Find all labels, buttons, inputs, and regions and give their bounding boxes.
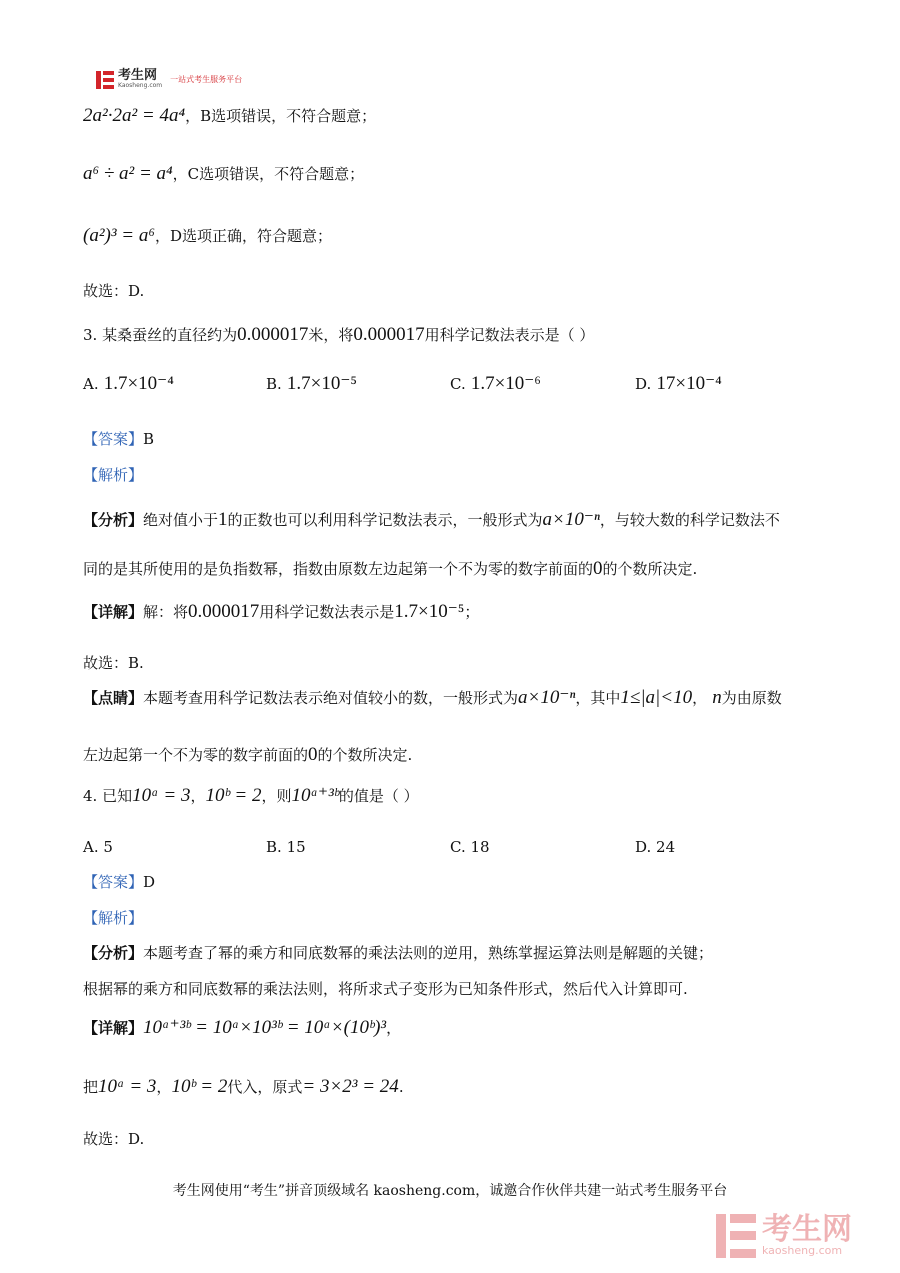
prev-line-b [83,105,376,127]
q4-option-d [635,838,675,856]
fenxi-1b: 的正数也可以利用科学记数法表示，一般形式为 [227,511,543,529]
text-d: ，D选项正确，符合题意； [154,227,333,245]
prev-choice: 故选：D. [83,282,145,300]
answer-value: D [143,873,156,891]
option-value: 1.7×10⁻⁵ [286,373,358,394]
q3-option-d [635,372,722,395]
q3-detail [83,600,479,623]
dianjing-tag: 【点睛】 [83,689,144,707]
q4-fenxi-line1 [83,942,713,963]
q4-answer [83,871,155,892]
detail-c: ； [464,603,480,621]
math-c: a⁶ ÷ a² = a⁴ [83,163,173,184]
detail-math: 1.7×10⁻⁵ [394,601,465,622]
detail-num: 0.000017 [188,601,260,622]
prev-line-d [83,225,332,247]
q3-stem-c: 用科学记数法表示是（ ） [424,326,595,344]
q3-dianjing-line1 [83,686,782,709]
dj-2a: 左边起第一个不为零的数字前面的 [83,746,309,764]
q3-choice: 故选：B. [83,654,144,672]
option-letter: C. [450,375,466,393]
fenxi-1math: a×10⁻ⁿ [542,509,600,530]
q3-fenxi-line2 [83,558,697,580]
prev-line-c [83,163,364,185]
q3-stem [83,324,594,346]
fenxi-2b: 的个数所决定. [602,560,698,578]
q3-fenxi-line1 [83,508,780,531]
fenxi-tag: 【分析】 [83,944,144,962]
detail-a: 解：将 [143,603,189,621]
option-letter: A. [83,375,99,393]
sub-c: . [398,1078,404,1096]
q4-option-c [450,838,490,856]
option-value: 5 [103,838,113,856]
dj-2b: 的个数所决定. [317,746,413,764]
q4-cond1: 10ᵃ = 3 [132,785,191,806]
option-value: 1.7×10⁻⁶ [470,373,541,394]
fenxi-tag: 【分析】 [83,511,144,529]
detail-math: 10ᵃ⁺³ᵇ = 10ᵃ×10³ᵇ = 10ᵃ×(10ᵇ)³ [143,1017,387,1038]
answer-value: B [143,430,155,448]
footer-watermark [716,1211,852,1258]
q3-answer [83,428,154,449]
q3-num1: 0.000017 [237,324,309,345]
dj-2num: 0 [308,744,318,765]
q4-analysis-tag: 【解析】 [83,909,144,927]
dj-1a: 本题考查用科学记数法表示绝对值较小的数，一般形式为 [143,689,519,707]
kaosheng-logo-icon [96,71,114,89]
header-logo [96,70,242,89]
q4-expr: 10ᵃ⁺³ᵇ [291,785,339,806]
q4-substitution [83,1076,404,1098]
dj-1range: 1≤|a|<10 [620,687,693,708]
math-d: (a²)³ = a⁶ [83,225,155,246]
text-b: ，B选项错误，不符合题意； [185,107,377,125]
text-c: ，C选项错误，不符合题意； [172,165,365,183]
detail-tag: 【详解】 [83,1019,144,1037]
sub-a: 把 [83,1078,99,1096]
fenxi-2num: 0 [593,558,603,579]
sub-m3: = 3×2³ = 24 [302,1076,399,1097]
answer-tag: 【答案】 [83,873,144,891]
detail-end: ， [386,1019,402,1037]
option-value: 17×10⁻⁴ [656,373,722,394]
q3-option-b [266,372,357,395]
watermark-domain: kaosheng.com [762,1243,843,1257]
q4-choice: 故选：D. [83,1130,145,1148]
dj-1n: n [712,687,722,708]
sub-b: 代入，原式 [227,1078,303,1096]
q4-cond2: 10ᵇ = 2 [205,785,262,806]
sub-sep: ， [156,1078,172,1096]
kaosheng-watermark-icon [716,1214,756,1258]
math-b: 2a²·2a² = 4a⁴ [83,105,186,126]
detail-b: 用科学记数法表示是 [259,603,395,621]
option-letter: D. [635,838,652,856]
fenxi-1c: ，与较大数的科学记数法不 [599,511,780,529]
watermark-name: 考生网 [762,1211,852,1247]
option-value: 18 [470,838,490,856]
detail-tag: 【详解】 [83,603,144,621]
q4-stem-b: ，则 [261,787,292,805]
q4-fenxi-line2: 根据幂的乘方和同底数幂的乘法法则，将所求式子变形为已知条件形式，然后代入计算即可. [83,980,688,998]
option-value: 1.7×10⁻⁴ [103,373,174,394]
q3-stem-b: 米，将 [308,326,354,344]
dj-1c: ， [692,689,708,707]
q3-option-a [83,372,174,395]
fenxi-2a: 同的是其所使用的是负指数幂，指数由原数左边起第一个不为零的数字前面的 [83,560,594,578]
option-value: 24 [656,838,676,856]
fenxi-1num: 1 [218,509,228,530]
option-letter: A. [83,838,99,856]
fenxi-1a: 绝对值小于 [143,511,219,529]
dj-1math: a×10⁻ⁿ [518,687,576,708]
option-letter: D. [635,375,652,393]
q4-option-b [266,838,306,856]
fenxi-1: 本题考查了幂的乘方和同底数幂的乘法法则的逆用，熟练掌握运算法则是解题的关键； [143,944,714,962]
option-value: 15 [286,838,306,856]
sub-m1: 10ᵃ = 3 [98,1076,157,1097]
dj-1b: ，其中 [575,689,621,707]
option-letter: B. [266,375,282,393]
logo-name: 考生网 [118,68,158,83]
footer-text: 考生网使用“考生”拼音顶级域名 kaosheng.com，诚邀合作伙伴共建一站式考生服务平台 [172,1183,728,1199]
q4-stem [83,784,419,807]
q3-option-c [450,372,541,395]
dj-1d: 为由原数 [721,689,782,707]
q3-stem-a: 3. 某桑蚕丝的直径约为 [83,326,238,344]
sub-m2: 10ᵇ = 2 [171,1076,228,1097]
logo-domain: Kaosheng.com [118,82,163,89]
q4-detail [83,1016,401,1039]
option-letter: B. [266,838,282,856]
q3-analysis-tag: 【解析】 [83,466,144,484]
logo-slogan: 一站式考生服务平台 [170,75,243,84]
q4-stem-c: 的值是（ ） [338,787,419,805]
q4-sep: ， [190,787,206,805]
q3-num2: 0.000017 [353,324,425,345]
answer-tag: 【答案】 [83,430,144,448]
option-letter: C. [450,838,466,856]
q3-dianjing-line2 [83,744,412,766]
q4-stem-a: 4. 已知 [83,787,133,805]
q4-option-a [83,838,113,856]
